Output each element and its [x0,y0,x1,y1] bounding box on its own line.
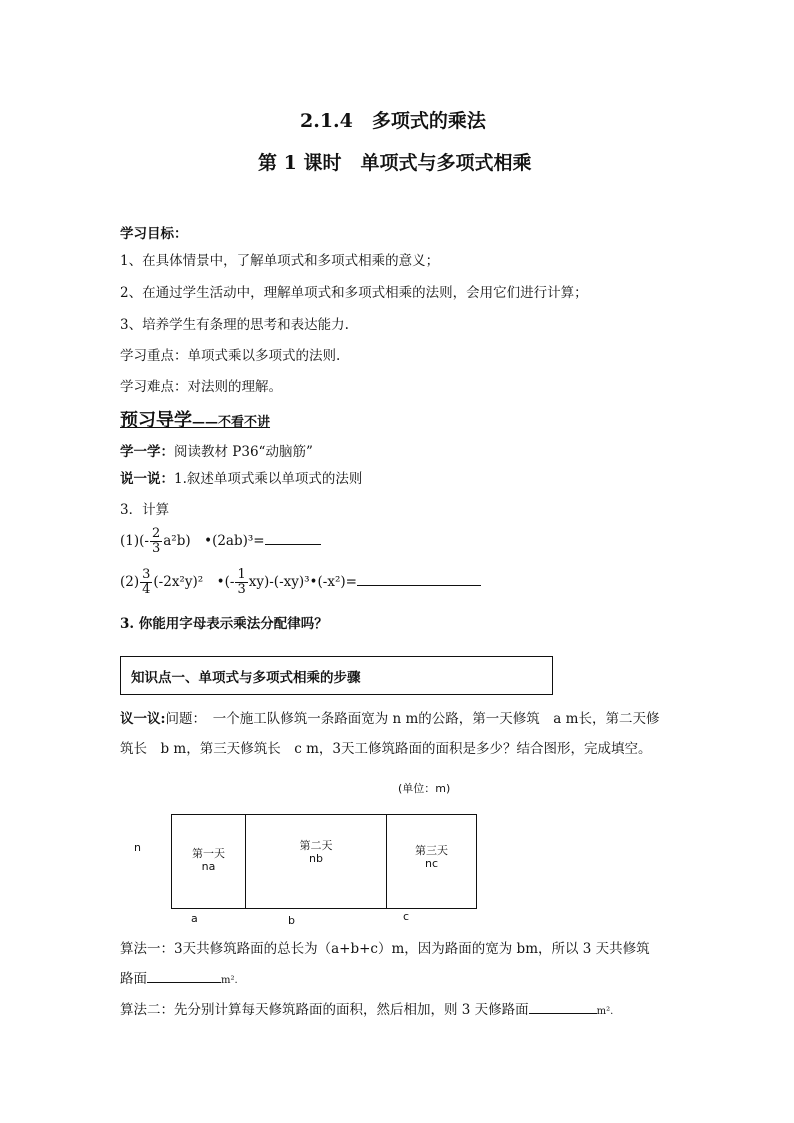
say-label: 说一说： [120,471,174,487]
p1-rest: a²b) •(2ab)³= [163,533,265,549]
say-line [120,467,362,487]
m1-prefix: 路面 [120,971,147,987]
p1-den: 3 [151,541,161,556]
p2-answer-blank[interactable] [357,584,481,586]
objectives-heading: 学习目标： [120,226,188,242]
side-label-n: n [134,841,141,854]
m2-prefix: 算法二：先分别计算每天修筑路面的面积，然后相加，则 3 天修路面 [120,1002,529,1018]
p2-fraction-1 [140,568,152,597]
m1-answer-blank[interactable] [147,981,221,983]
day1-cell [171,814,246,909]
m1-unit: m². [221,975,238,986]
unit-label: (单位：m) [398,782,451,795]
preview-subtitle: ——不看不讲 [192,415,271,430]
problem-2 [120,567,481,597]
bottom-label-b: b [288,914,295,927]
p2-den2: 3 [237,582,246,597]
day2-title: 第二天 [299,839,333,852]
day3-cell [386,814,477,909]
p2-den1: 4 [142,582,151,597]
learn-text: 阅读教材 P36“动脑筋” [174,444,313,460]
problem-1 [120,526,321,556]
day1-area: na [201,860,216,873]
day1-title: 第一天 [192,847,225,860]
bottom-label-c: c [403,910,410,923]
discuss-text-1: 问题： 一个施工队修筑一条路面宽为 n m的公路，第一天修筑 a m长，第二天修 [165,711,660,727]
preview-heading [120,406,270,432]
day2-cell [245,814,387,909]
question-3: 3. 你能用字母表示乘法分配律吗？ [120,616,328,632]
say-text: 1.叙述单项式乘以单项式的法则 [174,471,363,487]
method-1-line-1: 算法一：3天共修筑路面的总长为（a+b+c）m，因为路面的宽为 bm，所以 3 天共修筑 [120,941,650,957]
p2-mid: (-2x²y)² •(- [153,574,235,590]
method-2-line [120,998,613,1018]
p2-rest: xy)-(-xy)³•(-x²)= [248,574,357,590]
preview-title: 预习导学 [120,410,192,431]
m2-unit: m². [596,1006,614,1017]
p2-fraction-2 [235,568,247,597]
p1-prefix: (1)(- [120,533,149,549]
objective-1: 1、在具体情景中，了解单项式和多项式相乘的意义； [120,253,440,269]
knowledge-label: 知识点一、单项式与多项式相乘的步骤 [131,670,361,686]
p2-prefix: (2) [120,574,140,590]
objective-3: 3、培养学生有条理的思考和表达能力. [120,317,349,333]
learn-line [120,440,313,460]
difficulty: 学习难点：对法则的理解。 [120,379,282,395]
p2-num2: 1 [237,567,246,582]
learn-label: 学一学： [120,444,174,460]
discuss-line-2: 筑长 b m，第三天修筑长 c m，3天工修筑路面的面积是多少？结合图形，完成填空。 [120,741,652,757]
discuss-line-1 [120,707,659,727]
p1-answer-blank[interactable] [265,543,321,545]
p1-fraction [150,527,162,556]
day3-area: nc [424,857,439,870]
day3-title: 第三天 [415,844,448,857]
key-point: 学习重点：单项式乘以多项式的法则. [120,348,341,364]
page-subtitle: 第 1 课时 单项式与多项式相乘 [258,152,532,174]
bottom-label-a: a [191,912,198,925]
p2-num1: 3 [142,567,151,582]
page-title: 2.1.4 多项式的乘法 [300,110,486,132]
discuss-label: 议一议: [120,711,166,727]
day2-area: nb [309,852,323,865]
m2-answer-blank[interactable] [529,1012,597,1014]
p1-num: 2 [151,526,161,541]
objective-2: 2、在通过学生活动中，理解单项式和多项式相乘的法则，会用它们进行计算； [120,285,588,301]
calc-label: 3．计算 [120,502,170,518]
method-1-line-2 [120,967,238,987]
knowledge-box [120,656,553,695]
